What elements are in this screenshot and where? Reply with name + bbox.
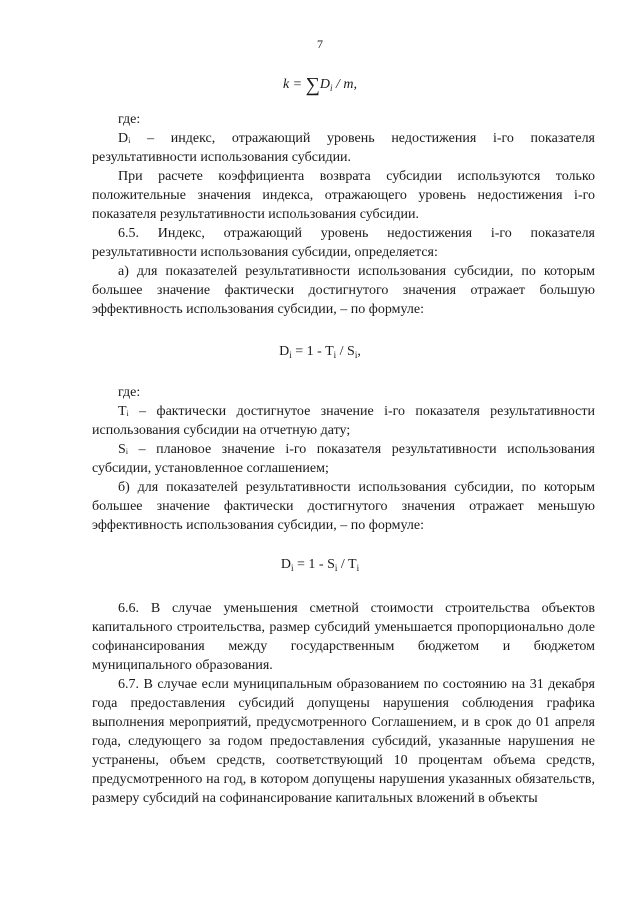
text-block-definitions (92, 110, 595, 319)
formula-d1-sub-d: i (289, 350, 292, 360)
formula-d2-sub-t: i (356, 563, 360, 573)
formula-d2-sub-d: i (291, 563, 294, 573)
paragraph-6-7: 6.7. В случае если муниципальным образованием по состоянию на 31 декабря года предоставления субсидий допущены нарушения соблюдения графика выполнения мероприятий, предусмотренного Соглашением, и в срок до 01 апреля года, следующего за годом предоставления субсидий, указанные нарушения не устранены, объем средств, соответствующий 10 процентам объема средств, предусмотренного на год, в котором допущены нарушения указанных обязательств, размеру субсидий на софинансирование капитальных вложений в объекты (92, 677, 595, 806)
formula-k-rest: / m, (332, 77, 358, 92)
paragraph-6-5: 6.5. Индекс, отражающий уровень недостижения i-го показателя результативности использования субсидии, определяется: (92, 226, 595, 260)
formula-d2-d: D (280, 557, 292, 572)
formula-k-d: D (319, 77, 331, 92)
page-number: 7 (317, 37, 323, 51)
formula-d2-mid2: / T (337, 557, 357, 572)
formula-d2-sub-s: i (334, 563, 338, 573)
formula-d1-mid1: = 1 - T (291, 344, 334, 359)
formula-d1-mid2: / S (336, 344, 355, 359)
paragraph-gde-1: где: (118, 112, 141, 127)
formula-k-sub-i: i (330, 83, 333, 93)
formula-d1-sub-s: i (354, 350, 358, 360)
paragraph-si-definition: Sᵢ – плановое значение i-го показателя результативности использования субсидии, установленное соглашением; (92, 442, 595, 476)
formula-k-eq: = (289, 77, 306, 92)
text-block-variables (92, 383, 595, 535)
paragraph-6-5-b: б) для показателей результативности использования субсидии, по которым большее значение фактически достигнутого значения отражает меньшую эффективность использования субсидии, – по формуле: (92, 480, 595, 533)
formula-d1-sub-t: i (333, 350, 337, 360)
paragraph-di-definition: Dᵢ – индекс, отражающий уровень недостижения i-го показателя результативности использования субсидии. (92, 131, 595, 165)
formula-d2-mid1: = 1 - S (293, 557, 335, 572)
paragraph-6-5-a: а) для показателей результативности использования субсидии, по которым большее значение фактически достигнутого значения отражает большую эффективность использования субсидии, – по формуле: (92, 264, 595, 317)
paragraph-ti-definition: Tᵢ – фактически достигнутое значение i-го показателя результативности использования субсидии на отчетную дату; (92, 404, 595, 438)
paragraph-6-6: 6.6. В случае уменьшения сметной стоимости строительства объектов капитального строительства, размер субсидий уменьшается пропорционально доле софинансирования между государственным бюджетом и бюджетом муниципального образования. (92, 601, 595, 673)
sum-symbol: ∑ (305, 74, 320, 96)
formula-d1-end: , (357, 344, 361, 359)
formula-d-first (0, 344, 640, 360)
formula-k-lhs: k (282, 77, 290, 92)
paragraph-gde-2: где: (118, 385, 141, 400)
formula-k (0, 74, 640, 97)
formula-d1-d: D (279, 344, 290, 359)
paragraph-calc-note: При расчете коэффициента возврата субсидии используются только положительные значения индекса, отражающего уровень недостижения i-го показателя результативности использования субсидии. (92, 169, 595, 222)
formula-d-second (0, 557, 640, 573)
text-block-clauses (92, 599, 595, 808)
